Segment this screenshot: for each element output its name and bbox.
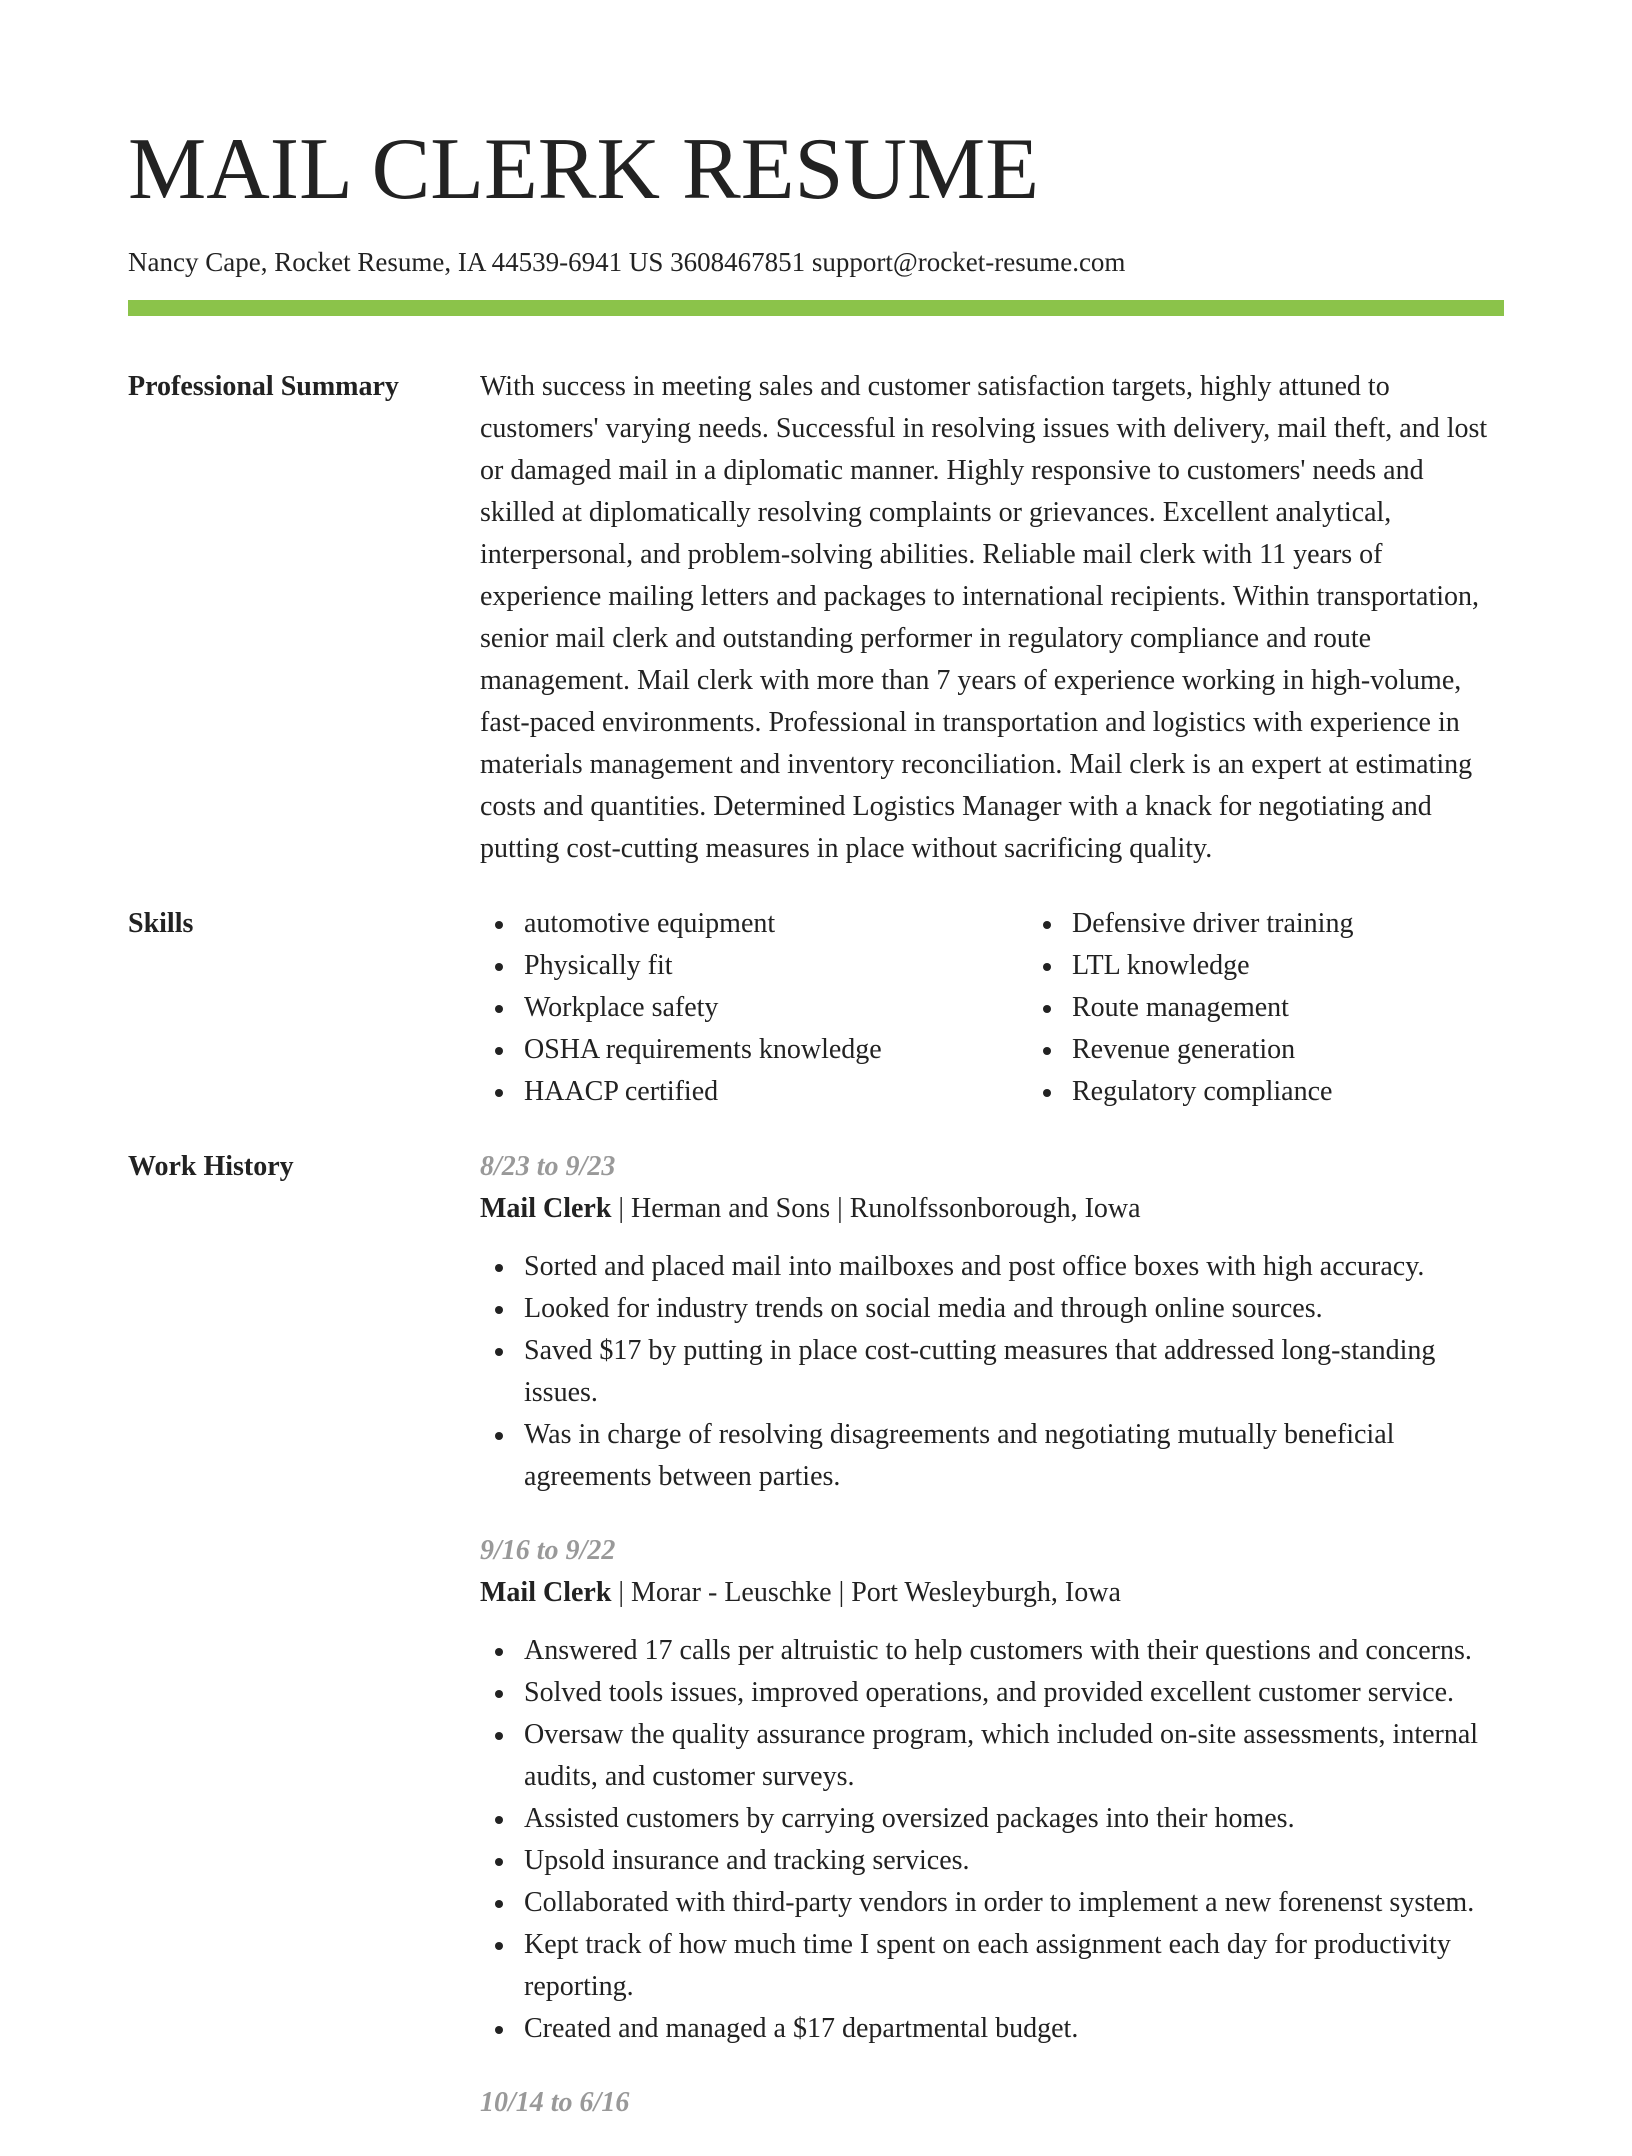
professional-summary-body: [480, 366, 1504, 870]
skills-list-left: [480, 903, 1028, 1113]
job-title-line: [480, 1572, 1504, 1614]
section-label-professional-summary: Professional Summary: [128, 371, 399, 402]
skill-item: Route management: [1072, 987, 1576, 1029]
job-details: | Herman and Sons | Runolfssonborough, Iowa: [611, 1193, 1141, 1224]
job-dates: 9/16 to 9/22: [480, 1535, 616, 1566]
skill-item: automotive equipment: [524, 903, 1028, 945]
job-bullet: Saved $17 by putting in place cost-cutting measures that addressed long-standing issues.: [524, 1330, 1504, 1414]
job-bullet-list: [480, 1246, 1504, 1498]
job-bullet-list: [480, 1630, 1504, 2050]
job-bullet: Answered 17 calls per altruistic to help customers with their questions and concerns.: [524, 1630, 1504, 1672]
job-bullet: Upsold insurance and tracking services.: [524, 1840, 1504, 1882]
job-bullet: Was in charge of resolving disagreements and negotiating mutually beneficial agreements between parties.: [524, 1414, 1504, 1498]
job-entry: [480, 1530, 1504, 2050]
job-dates: 8/23 to 9/23: [480, 1151, 616, 1182]
skill-item: LTL knowledge: [1072, 945, 1576, 987]
resume-title: MAIL CLERK RESUME: [128, 121, 1039, 218]
job-bullet: Oversaw the quality assurance program, which included on-site assessments, internal audits, and customer surveys.: [524, 1714, 1504, 1798]
work-history-section: [128, 1146, 1504, 2156]
job-title-line: [480, 1188, 1504, 1230]
job-bullet: Looked for industry trends on social media and through online sources.: [524, 1288, 1504, 1330]
skill-item: OSHA requirements knowledge: [524, 1029, 1028, 1071]
resume-page: [128, 0, 1504, 2156]
header-divider: [128, 300, 1504, 316]
skill-item: Physically fit: [524, 945, 1028, 987]
job-bullet: Kept track of how much time I spent on each assignment each day for productivity reporting.: [524, 1924, 1504, 2008]
professional-summary-text: With success in meeting sales and customer satisfaction targets, highly attuned to customers' varying needs. Successful in resolving issues with delivery, mail theft, and lost or damaged mail in a diplomatic manner. Highly responsive to customers' needs and skilled at diplomatically resolving complaints or grievances. Excellent analytical, interpersonal, and problem-solving abilities. Reliable mail clerk with 11 years of experience mailing letters and packages to international recipients. Within transportation, senior mail clerk and outstanding performer in regulatory compliance and route management. Mail clerk with more than 7 years of experience working in high-volume, fast-paced environments. Professional in transportation and logistics with experience in materials management and inventory reconciliation. Mail clerk is an expert at estimating costs and quantities. Determined Logistics Manager with a knack for negotiating and putting cost-cutting measures in place without sacrificing quality.: [480, 371, 1488, 864]
skills-list-right: [1028, 903, 1576, 1113]
work-history-body: [480, 1146, 1504, 2156]
job-bullet: Collaborated with third-party vendors in order to implement a new forenenst system.: [524, 1882, 1504, 1924]
skills-grid: [480, 903, 1576, 1113]
job-bullet: Solved tools issues, improved operations, and provided excellent customer service.: [524, 1672, 1504, 1714]
job-bullet: Created and managed a $17 departmental budget.: [524, 2008, 1504, 2050]
skill-item: Workplace safety: [524, 987, 1028, 1029]
contact-line: Nancy Cape, Rocket Resume, IA 44539-6941 US 3608467851 support@rocket-resume.com: [128, 247, 1126, 277]
job-details: | Morar - Leuschke | Port Wesleyburgh, Iowa: [611, 1577, 1121, 1608]
job-bullet: Assisted customers by carrying oversized packages into their homes.: [524, 1798, 1504, 1840]
job-entry: [480, 2082, 1504, 2124]
skill-item: HAACP certified: [524, 1071, 1028, 1113]
professional-summary-section: [128, 366, 1504, 870]
skills-body: [480, 903, 1576, 1113]
job-dates: 10/14 to 6/16: [480, 2087, 630, 2118]
skill-item: Defensive driver training: [1072, 903, 1576, 945]
skills-section: [128, 903, 1504, 1113]
job-title: Mail Clerk: [480, 1193, 612, 1224]
section-label-work-history: Work History: [128, 1151, 294, 1182]
job-title: Mail Clerk: [480, 1577, 612, 1608]
section-label-skills: Skills: [128, 908, 194, 939]
job-entry: [480, 1146, 1504, 1498]
skill-item: Regulatory compliance: [1072, 1071, 1576, 1113]
job-bullet: Sorted and placed mail into mailboxes and post office boxes with high accuracy.: [524, 1246, 1504, 1288]
skill-item: Revenue generation: [1072, 1029, 1576, 1071]
